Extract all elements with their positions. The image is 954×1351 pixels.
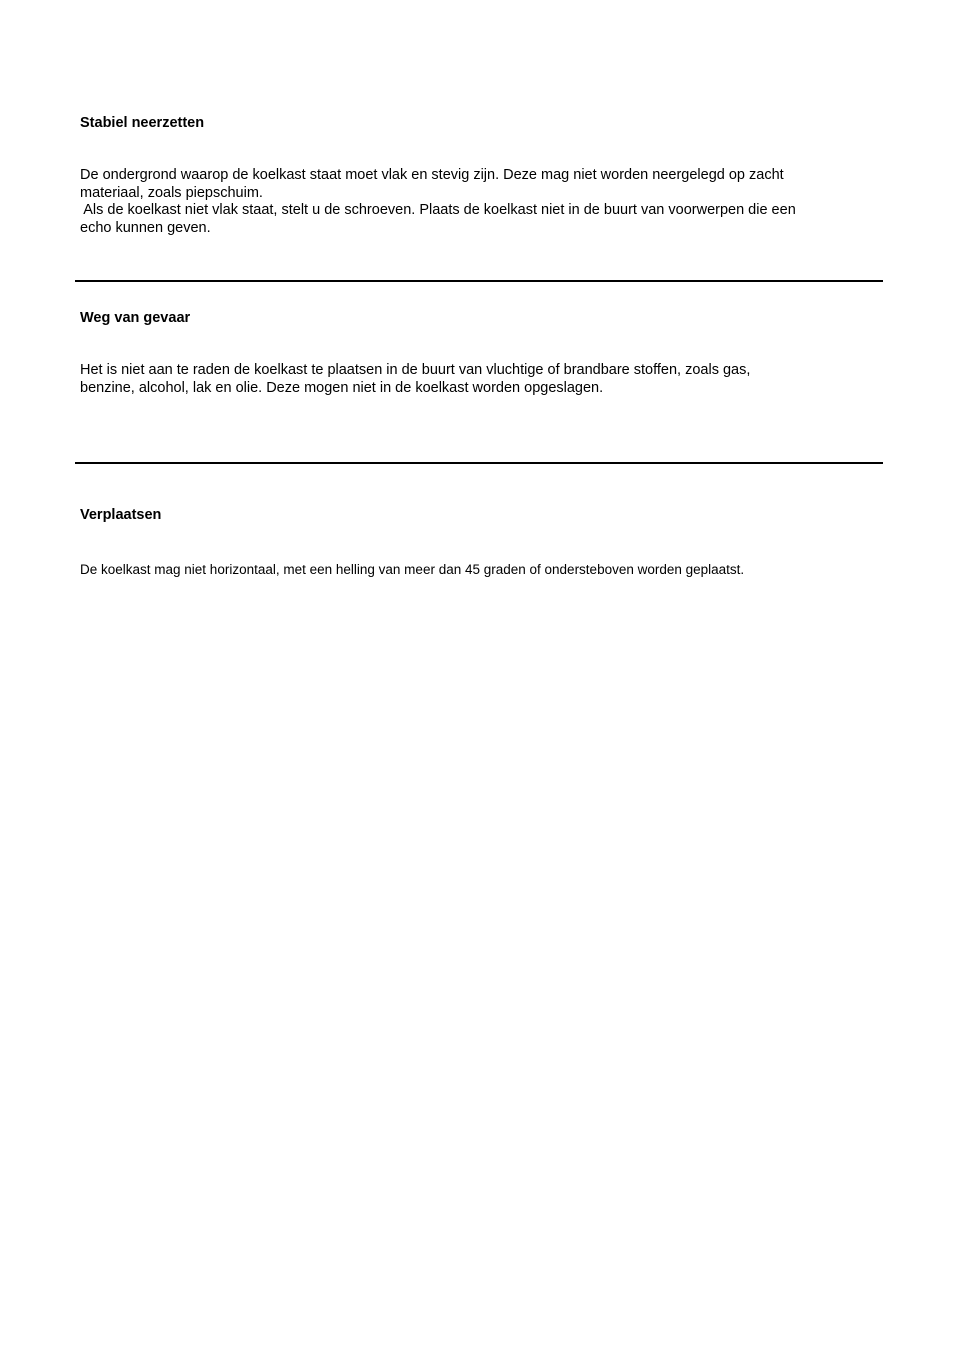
body-line: Het is niet aan te raden de koelkast te plaatsen in de buurt van vluchtige of brandbare stoffen, zoals gas,: [80, 362, 751, 378]
body-line: materiaal, zoals piepschuim.: [80, 184, 263, 201]
body-line: De ondergrond waarop de koelkast staat moet vlak en stevig zijn. Deze mag niet worden neergelegd op zacht: [80, 167, 784, 183]
section-divider: [75, 462, 883, 464]
body-line: echo kunnen geven.: [80, 219, 211, 236]
section-heading-verplaatsen: Verplaatsen: [80, 507, 162, 523]
section-heading-weg-van-gevaar: Weg van gevaar: [80, 310, 191, 326]
section-heading-stabiel-neerzetten: Stabiel neerzetten: [80, 115, 205, 131]
body-line: Als de koelkast niet vlak staat, stelt u de schroeven. Plaats de koelkast niet in de buurt van voorwerpen die een: [80, 202, 796, 218]
body-line: benzine, alcohol, lak en olie. Deze mogen niet in de koelkast worden opgeslagen.: [80, 379, 604, 396]
section-divider: [75, 280, 883, 282]
section-body-weg-van-gevaar: [80, 362, 750, 397]
body-line: De koelkast mag niet horizontaal, met een helling van meer dan 45 graden of ondersteboven worden geplaatst.: [80, 562, 745, 577]
section-body-verplaatsen: [80, 561, 744, 579]
section-body-stabiel-neerzetten: [80, 167, 796, 237]
